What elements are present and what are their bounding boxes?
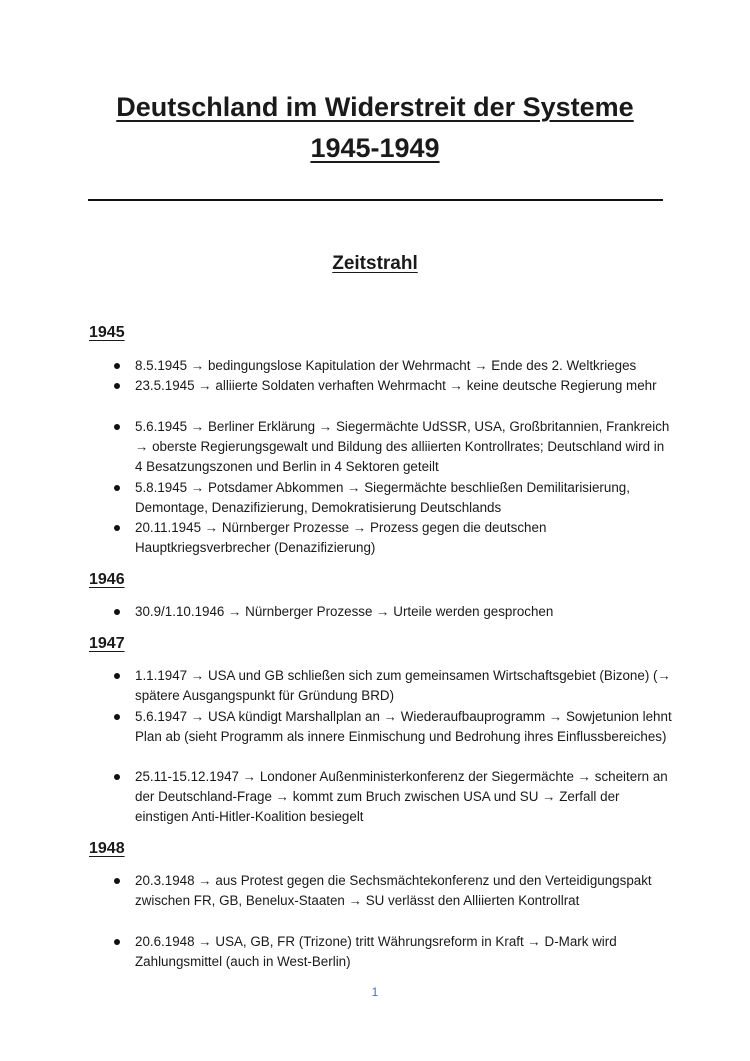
list-item: 20.6.1948 → USA, GB, FR (Trizone) tritt Währungsreform in Kraft → D-Mark wird Zahlungsmittel (auch in West-Berlin) (135, 934, 617, 970)
list-item: 1.1.1947 → USA und GB schließen sich zum gemeinsamen Wirtschaftsgebiet (Bizone) (→ spätere Ausgangspunkt für Gründung BRD) (135, 668, 671, 704)
list-item: 25.11-15.12.1947 → Londoner Außenministerkonferenz der Siegermächte → scheitern an der Deutschland-Frage → kommt zum Bruch zwischen USA und SU → Zerfall der einstigen Anti-Hitler-Koalition besiegelt (135, 769, 668, 825)
bullet-icon (114, 714, 120, 720)
page-number: 1 (371, 985, 379, 999)
bullet-icon (114, 878, 120, 884)
list-item: 30.9/1.10.1946 → Nürnberger Prozesse → Urteile werden gesprochen (135, 604, 554, 619)
section-heading: Zeitstrahl (332, 253, 418, 274)
list-item: 20.3.1948 → aus Protest gegen die Sechsmächtekonferenz und den Verteidigungspakt zwischen FR, GB, Benelux-Staaten → SU verlässt den Alliierten Kontrollrat (135, 873, 652, 909)
horizontal-divider (88, 199, 663, 201)
bullet-icon (114, 363, 120, 369)
list-item: 5.8.1945 → Potsdamer Abkommen → Siegermächte beschließen Demilitarisierung, Demontage, Denazifizierung, Demokratisierung Deutschlands (135, 480, 630, 516)
year-heading-1945: 1945 (89, 324, 125, 341)
year-heading-1948: 1948 (89, 840, 125, 857)
bullet-icon (114, 383, 120, 389)
bullet-icon (114, 609, 120, 615)
bullet-icon (114, 485, 120, 491)
bullet-icon (114, 424, 120, 430)
bullet-icon (114, 673, 120, 679)
document-title: Deutschland im Widerstreit der Systeme (116, 92, 634, 122)
list-item: 23.5.1945 → alliierte Soldaten verhaften Wehrmacht → keine deutsche Regierung mehr (135, 378, 657, 393)
document-title-years: 1945-1949 (310, 133, 440, 163)
bullet-icon (114, 774, 120, 780)
bullet-icon (114, 525, 120, 531)
year-heading-1946: 1946 (89, 571, 125, 588)
year-heading-1947: 1947 (89, 635, 125, 652)
bullet-icon (114, 939, 120, 945)
list-item: 20.11.1945 → Nürnberger Prozesse → Prozess gegen die deutschen Hauptkriegsverbrecher (Denazifizierung) (135, 520, 547, 556)
list-item: 5.6.1945 → Berliner Erklärung → Siegermächte UdSSR, USA, Großbritannien, Frankreich → oberste Regierungsgewalt und Bildung des alliierten Kontrollrates; Deutschland wird in 4 Besatzungszonen und Berlin in 4 Sektoren geteilt (135, 419, 670, 475)
list-item: 8.5.1945 → bedingungslose Kapitulation der Wehrmacht → Ende des 2. Weltkrieges (135, 358, 637, 373)
list-item: 5.6.1947 → USA kündigt Marshallplan an → Wiederaufbauprogramm → Sowjetunion lehnt Plan ab (sieht Programm als innere Einmischung und Bedrohung ihres Einflussbereiches) (135, 709, 672, 745)
